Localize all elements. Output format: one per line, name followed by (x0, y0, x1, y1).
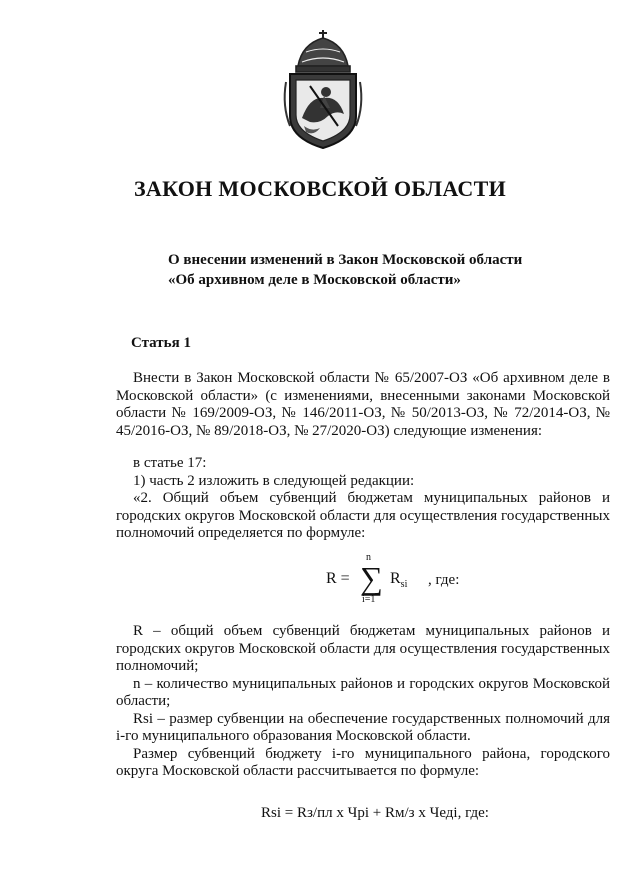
rsi-formula: Rsi = Rз/пл х Чрi + Rм/з х Чедi, где: (261, 805, 489, 821)
rsi-subscript: si (400, 579, 408, 591)
part2-paragraph: 1) часть 2 изложить в следующей редакции: (133, 472, 415, 489)
in-article-paragraph: в статье 17: (133, 455, 207, 471)
article-heading: Статья 1 (131, 335, 191, 351)
intro-paragraph: Внести в Закон Московской области № 65/2007-ОЗ «Об архивном деле в Московской области» (с изменениями, внесенными законами Московской области № 169/2009-ОЗ, № 146/2011-ОЗ, № 50/2013-ОЗ, № 72/2014-ОЗ, № 45/2016-ОЗ, № 89/2018-ОЗ, № 27/2020-ОЗ) следующие изменения: (116, 370, 610, 439)
formula-where: , где: (428, 572, 460, 588)
sigma-symbol: ∑ (360, 560, 383, 596)
formula-upper-limit: n (366, 552, 371, 563)
document-title: ЗАКОН МОСКОВСКОЙ ОБЛАСТИ (133, 176, 507, 201)
definition-rsi: Rsi – размер субвенции на обеспечение государственных полномочий для i-го муниципального образования Московской области. (116, 710, 610, 744)
sum-formula (326, 552, 466, 608)
moscow-oblast-coat-of-arms-icon (280, 26, 366, 152)
definition-n: n – количество муниципальных районов и городских округов Московской области; (116, 675, 610, 709)
formula-lhs: R = (326, 570, 350, 587)
document-subtitle (168, 250, 568, 290)
size-paragraph: Размер субвенций бюджету i-го муниципального района, городского округа Московской области рассчитывается по формуле: (116, 745, 610, 779)
amendment-block (116, 455, 610, 543)
formula-rsi (390, 570, 407, 590)
subtitle-line-1: О внесении изменений в Закон Московской области (168, 252, 523, 268)
intro-block (116, 370, 610, 440)
quote-paragraph: «2. Общий объем субвенций бюджетам муниципальных районов и городских округов Московской области для осуществления государственных полномочий определяется по формуле: (116, 490, 610, 541)
formula-lower-limit: i=1 (362, 594, 376, 605)
definitions-block (116, 623, 610, 781)
definition-r: R – общий объем субвенций бюджетам муниципальных районов и городских округов Московской области для осуществления государственных полномочий; (116, 623, 610, 674)
subtitle-line-2: «Об архивном деле в Московской области» (168, 272, 461, 288)
rsi-base: R (390, 570, 401, 587)
